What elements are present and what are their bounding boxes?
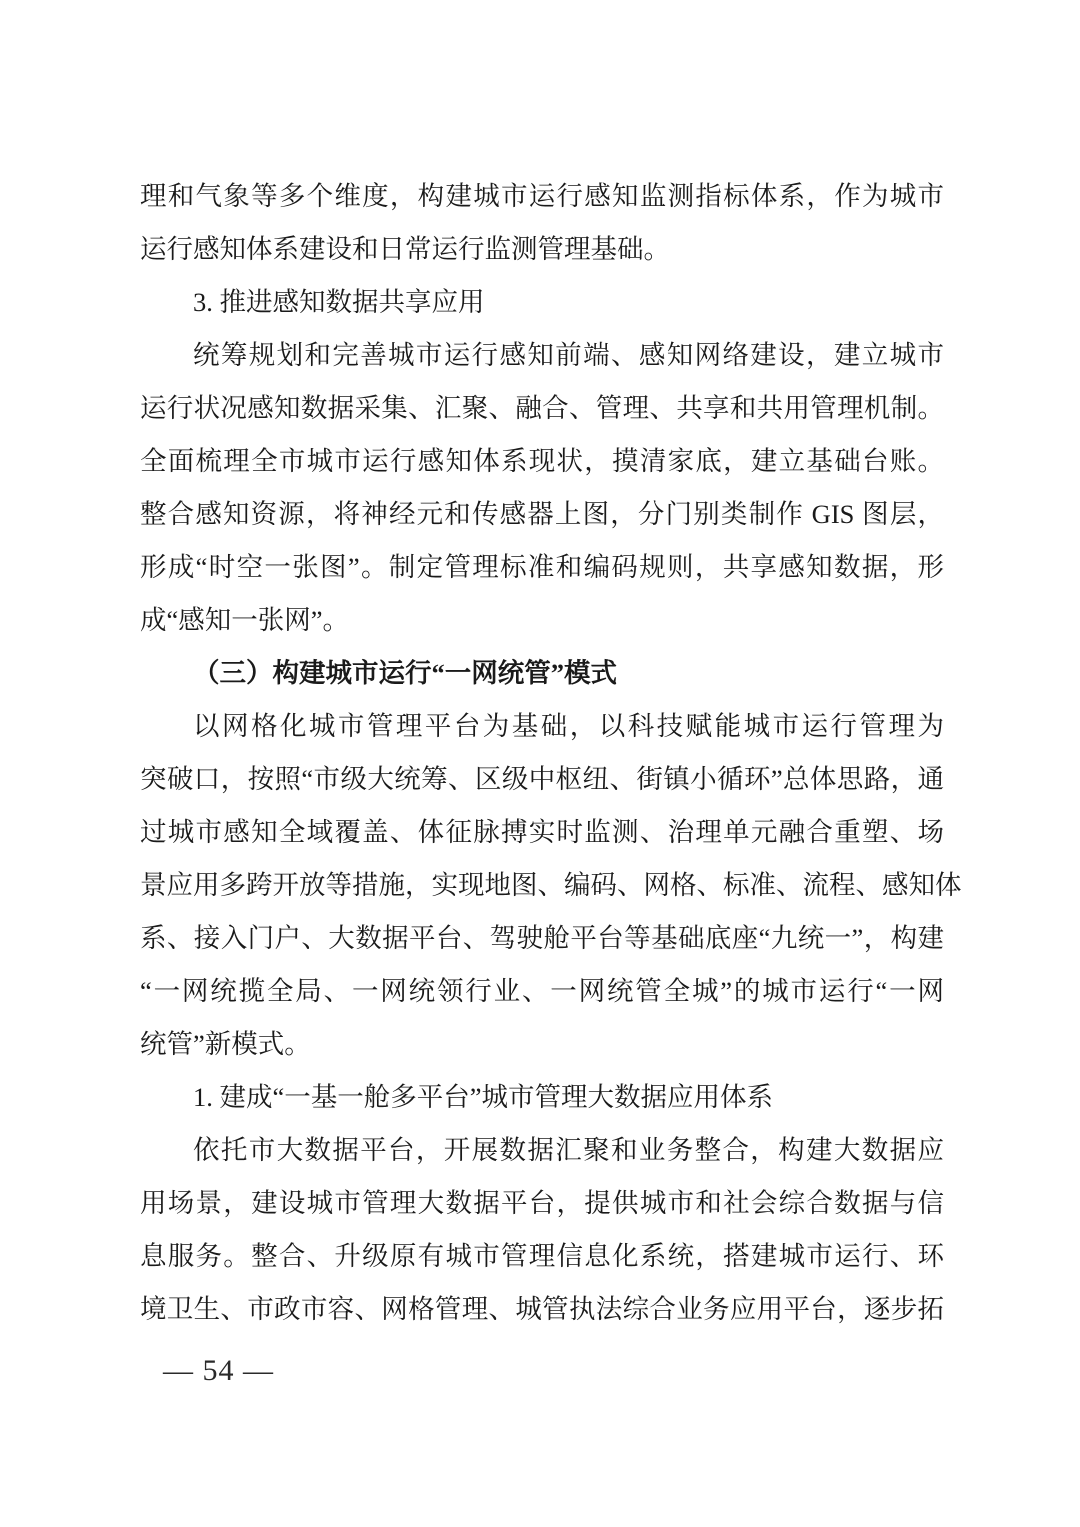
- paragraph: [140, 329, 944, 647]
- text-line: 息服务。整合、升级原有城市管理信息化系统，搭建城市运行、环: [140, 1241, 944, 1271]
- text-line: 以网格化城市管理平台为基础，以科技赋能城市运行管理为: [193, 711, 944, 741]
- text-line: 运行状况感知数据采集、汇聚、融合、管理、共享和共用管理机制。: [140, 393, 944, 423]
- text-line: 景应用多跨开放等措施，实现地图、编码、网格、标准、流程、感知体: [140, 870, 962, 900]
- paragraph-continuation: [140, 170, 944, 276]
- text-line: 3. 推进感知数据共享应用: [193, 287, 485, 317]
- text-line: 成“感知一张网”。: [140, 605, 350, 635]
- paragraph: [140, 1124, 944, 1336]
- text-line: 统管”新模式。: [140, 1029, 311, 1059]
- heading-section-3: [140, 647, 944, 700]
- text-line: 理和气象等多个维度，构建城市运行感知监测指标体系，作为城市: [140, 181, 944, 211]
- text-line: 整合感知资源，将神经元和传感器上图，分门别类制作 GIS 图层，: [140, 499, 944, 529]
- page-number: — 54 —: [163, 1354, 274, 1387]
- text-line: 运行感知体系建设和日常运行监测管理基础。: [140, 234, 670, 264]
- heading-numbered-1: [140, 1071, 944, 1124]
- text-line: 境卫生、市政市容、网格管理、城管执法综合业务应用平台，逐步拓: [140, 1294, 944, 1324]
- text-line: （三）构建城市运行“一网统管”模式: [193, 658, 617, 688]
- text-line: 依托市大数据平台，开展数据汇聚和业务整合，构建大数据应: [193, 1135, 944, 1165]
- text-line: 系、接入门户、大数据平台、驾驶舱平台等基础底座“九统一”，构建: [140, 923, 944, 953]
- paragraph: [140, 700, 962, 1071]
- text-line: 全面梳理全市城市运行感知体系现状，摸清家底，建立基础台账。: [140, 446, 944, 476]
- heading-numbered-3: [140, 276, 944, 329]
- text-line: 突破口，按照“市级大统筹、区级中枢纽、街镇小循环”总体思路，通: [140, 764, 944, 794]
- document-body: [140, 170, 962, 1336]
- text-line: 1. 建成“一基一舱多平台”城市管理大数据应用体系: [193, 1082, 774, 1112]
- text-line: 形成“时空一张图”。制定管理标准和编码规则，共享感知数据，形: [140, 552, 944, 582]
- text-line: 过城市感知全域覆盖、体征脉搏实时监测、治理单元融合重塑、场: [140, 817, 944, 847]
- text-line: 统筹规划和完善城市运行感知前端、感知网络建设，建立城市: [193, 340, 944, 370]
- text-line: 用场景，建设城市管理大数据平台，提供城市和社会综合数据与信: [140, 1188, 944, 1218]
- page-footer: [163, 1351, 274, 1391]
- text-line: “一网统揽全局、一网统领行业、一网统管全城”的城市运行“一网: [140, 976, 944, 1006]
